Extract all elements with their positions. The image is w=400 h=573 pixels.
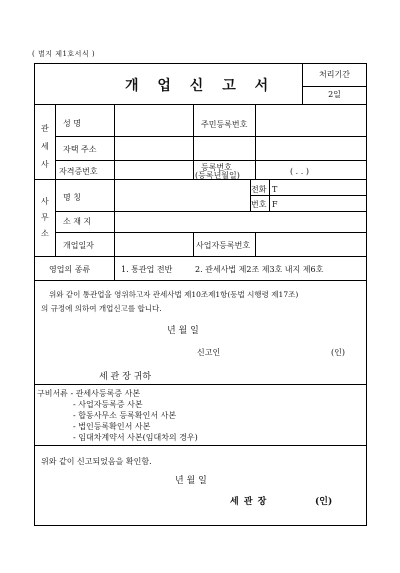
attachments-heading: 구비서류 - 관세사등록증 사본	[37, 389, 141, 398]
reg-date-field[interactable]: ( . . )	[290, 167, 309, 176]
office-section-label-1: 사	[41, 197, 49, 206]
declaration-text-line-1: 위와 같이 통관업을 영위하고자 관세사법 제10조제1항(동법 시행령 제17조)	[49, 290, 299, 299]
attachment-item: - 합동사무소 등록확인서 사본	[73, 411, 177, 420]
office-section-label-2: 무	[41, 213, 49, 222]
office-section-label-3: 소	[41, 229, 49, 238]
broker-name-label: 성 명	[63, 119, 81, 128]
form-number: ( 별지 제1호서식 )	[32, 50, 96, 58]
declaration-form	[34, 63, 367, 526]
business-type-option-2: 2. 관세사법 제2조 제3호 내지 제6호	[195, 265, 324, 274]
phone-label: 전화	[251, 185, 267, 194]
fax-label: 번호	[251, 200, 267, 209]
home-address-label: 자택 주소	[63, 145, 97, 154]
reg-date-label: (등록년월일)	[195, 171, 240, 180]
form-title: 개 업 신 고 서	[125, 78, 276, 94]
fax-field[interactable]: F	[272, 200, 278, 209]
business-type-option-1: 1. 통관업 전반	[121, 265, 173, 274]
license-no-label: 자격증번호	[59, 167, 98, 176]
reg-no-label: 등록번호	[201, 163, 232, 172]
applicant-label: 신고인	[197, 348, 221, 357]
processing-period-value: 2일	[328, 90, 341, 99]
broker-section-label-1: 관	[41, 124, 49, 133]
confirmation-date: 년 월 일	[175, 476, 207, 486]
open-date-label: 개업일자	[63, 241, 94, 250]
applicant-seal: (인)	[331, 348, 345, 357]
declaration-date: 년 월 일	[167, 326, 199, 336]
phone-field[interactable]: T	[272, 185, 278, 194]
business-type-label: 영업의 종류	[49, 265, 91, 274]
attachment-item: - 법인등록확인서 사본	[73, 422, 151, 431]
attachment-item: - 사업자등록증 사본	[73, 400, 143, 409]
broker-section-label-2: 세	[41, 142, 49, 151]
processing-period-label: 처리기간	[319, 70, 350, 79]
business-reg-no-label: 사업자등록번호	[196, 241, 251, 250]
confirmation-signer: 세 관 장	[230, 497, 268, 507]
confirmation-text: 위와 같이 신고되었음을 확인함.	[41, 457, 152, 466]
addressee: 세 관 장 귀하	[99, 372, 152, 382]
office-name-label: 명 칭	[63, 193, 81, 202]
resident-no-label: 주민등록번호	[201, 120, 248, 129]
office-location-label: 소 재 지	[63, 217, 92, 226]
confirmation-seal: (인)	[315, 497, 333, 507]
attachment-item: - 임대차계약서 사본(임대차의 경우)	[73, 433, 198, 442]
declaration-text-line-2: 의 규정에 의하여 개업신고를 합니다.	[41, 304, 162, 313]
broker-section-label-3: 사	[41, 160, 49, 169]
